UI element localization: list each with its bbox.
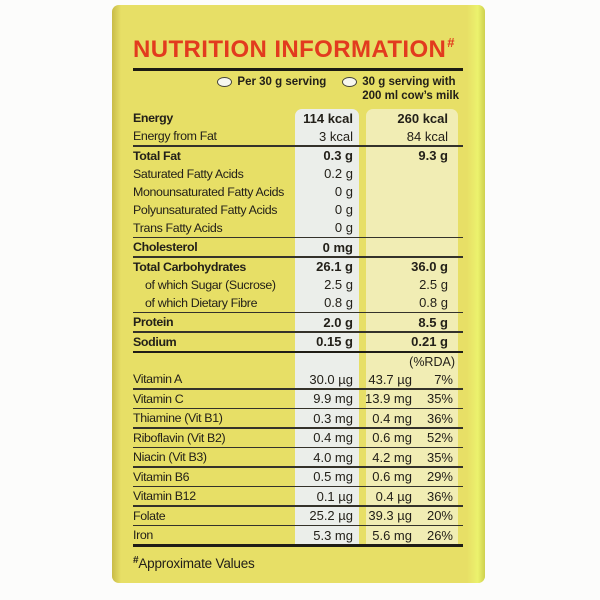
nutrient-label: Total Fat — [133, 148, 181, 163]
rda-value: 35% — [426, 449, 453, 465]
nutrient-label: Total Carbohydrates — [133, 259, 246, 274]
rda-value: 26% — [426, 527, 453, 543]
rda-value: 29% — [426, 469, 453, 484]
title-footnote-mark: # — [447, 35, 455, 50]
per-serving-value: 0.3 mg — [313, 410, 353, 426]
with-milk-value: 0.21 g — [411, 334, 448, 349]
title-text: NUTRITION INFORMATION — [133, 36, 447, 63]
rda-value: 36% — [426, 488, 453, 504]
per-serving-value: 114 kcal — [303, 110, 353, 126]
per-serving-value: 30.0 µg — [309, 371, 353, 387]
with-milk-value: 2.5 g — [419, 277, 448, 292]
legend-label-line2: 200 ml cow’s milk — [362, 89, 459, 102]
per-serving-value: 5.3 mg — [313, 527, 353, 543]
table-row — [133, 258, 463, 276]
table-row — [133, 526, 463, 544]
table-row — [133, 468, 463, 486]
table-row — [133, 409, 463, 427]
per-serving-value: 2.5 g — [324, 277, 353, 292]
table-row — [133, 165, 463, 183]
nutrient-label: of which Dietary Fibre — [145, 295, 258, 310]
rda-header-row — [133, 353, 463, 370]
per-serving-value: 9.9 mg — [313, 391, 353, 406]
panel-left-edge — [112, 5, 121, 583]
table-row — [133, 183, 463, 201]
table-row — [133, 127, 463, 145]
nutrient-label: Vitamin B12 — [133, 489, 196, 503]
legend-label-line1: 30 g serving with — [362, 76, 456, 88]
nutrient-label: Riboflavin (Vit B2) — [133, 430, 226, 445]
per-serving-value: 26.1 g — [316, 259, 353, 274]
nutrient-label: Niacin (Vit B3) — [133, 450, 207, 464]
nutrient-label: Cholesterol — [133, 240, 198, 254]
table-row — [133, 370, 463, 388]
rda-value: 7% — [434, 371, 453, 387]
legend-label: Per 30 g serving — [237, 76, 327, 88]
table-row — [133, 201, 463, 219]
nutrient-label: Saturated Fatty Acids — [133, 166, 244, 181]
rda-header-label: (%RDA) — [409, 354, 455, 369]
with-milk-value: 8.5 g — [418, 314, 448, 330]
per-serving-value: 0.8 g — [324, 295, 353, 310]
with-milk-value: 43.7 µg — [368, 371, 412, 387]
table-row — [133, 487, 463, 505]
serving-legend — [133, 76, 463, 106]
nutrient-label: Vitamin A — [133, 372, 182, 386]
nutrient-label: Folate — [133, 508, 166, 523]
nutrient-label: Trans Fatty Acids — [133, 220, 223, 235]
per-serving-value: 0.5 mg — [313, 469, 353, 484]
per-serving-value: 0.15 g — [316, 334, 353, 349]
panel-content — [133, 5, 463, 571]
per-serving-value: 0 g — [334, 184, 353, 199]
with-milk-value: 5.6 mg — [372, 527, 412, 543]
footnote — [133, 555, 463, 571]
with-milk-value: 39.3 µg — [368, 508, 412, 523]
nutrient-label: Vitamin B6 — [133, 469, 190, 484]
rda-value: 52% — [426, 430, 453, 445]
with-milk-value: 260 kcal — [397, 110, 448, 126]
table-row — [133, 238, 463, 256]
with-milk-value: 84 kcal — [406, 128, 448, 144]
legend-label — [362, 76, 459, 106]
legend-item-with-milk — [342, 76, 459, 106]
section-divider — [133, 544, 463, 547]
table-row — [133, 333, 463, 351]
per-serving-value: 0 mg — [322, 239, 353, 255]
legend-item-per-serving — [217, 76, 326, 106]
with-milk-value: 0.6 mg — [372, 430, 412, 445]
nutrient-label: Vitamin C — [133, 391, 184, 406]
nutrient-label: Sodium — [133, 334, 177, 349]
table-row — [133, 219, 463, 237]
table-row — [133, 313, 463, 331]
rda-value: 35% — [426, 391, 453, 406]
footnote-mark: # — [133, 554, 139, 566]
with-milk-value: 0.4 mg — [372, 410, 412, 426]
per-serving-value: 0 g — [334, 220, 353, 235]
per-serving-value: 0.2 g — [324, 166, 353, 181]
table-row — [133, 429, 463, 447]
per-serving-value: 3 kcal — [319, 128, 353, 144]
rda-value: 20% — [426, 508, 453, 523]
table-row — [133, 109, 463, 127]
with-milk-marker-icon — [342, 77, 357, 87]
per-serving-value: 4.0 mg — [313, 449, 353, 465]
with-milk-value: 0.6 mg — [372, 469, 412, 484]
footnote-text: Approximate Values — [138, 555, 255, 571]
with-milk-value: 0.4 µg — [375, 488, 412, 504]
table-row — [133, 276, 463, 294]
nutrient-label: Energy — [133, 111, 173, 125]
table-row — [133, 147, 463, 165]
per-serving-value: 0.1 µg — [316, 488, 353, 504]
per-serving-value: 0 g — [334, 202, 353, 217]
with-milk-value: 36.0 g — [411, 259, 448, 274]
table-row — [133, 294, 463, 312]
with-milk-value: 9.3 g — [418, 148, 448, 163]
per-serving-marker-icon — [217, 77, 232, 87]
with-milk-value: 4.2 mg — [372, 449, 412, 465]
with-milk-value: 13.9 mg — [365, 391, 412, 406]
nutrition-table — [133, 109, 463, 547]
with-milk-value: 0.8 g — [419, 295, 448, 310]
table-row — [133, 390, 463, 408]
nutrient-label: Polyunsaturated Fatty Acids — [133, 202, 278, 217]
per-serving-value: 25.2 µg — [309, 508, 353, 523]
nutrient-label: Monounsaturated Fatty Acids — [133, 184, 285, 199]
nutrient-label: Thiamine (Vit B1) — [133, 411, 223, 425]
title-underline — [133, 68, 463, 71]
per-serving-value: 2.0 g — [323, 314, 353, 330]
panel-right-edge — [467, 5, 485, 583]
table-row — [133, 448, 463, 466]
nutrient-label: Energy from Fat — [133, 129, 217, 143]
rda-value: 36% — [426, 410, 453, 426]
per-serving-value: 0.4 mg — [313, 430, 353, 445]
nutrient-label: of which Sugar (Sucrose) — [145, 277, 276, 292]
nutrient-label: Iron — [133, 528, 153, 542]
nutrient-label: Protein — [133, 315, 174, 329]
table-row — [133, 507, 463, 525]
page-title — [133, 36, 463, 62]
per-serving-value: 0.3 g — [323, 148, 353, 163]
nutrition-panel — [112, 5, 485, 583]
